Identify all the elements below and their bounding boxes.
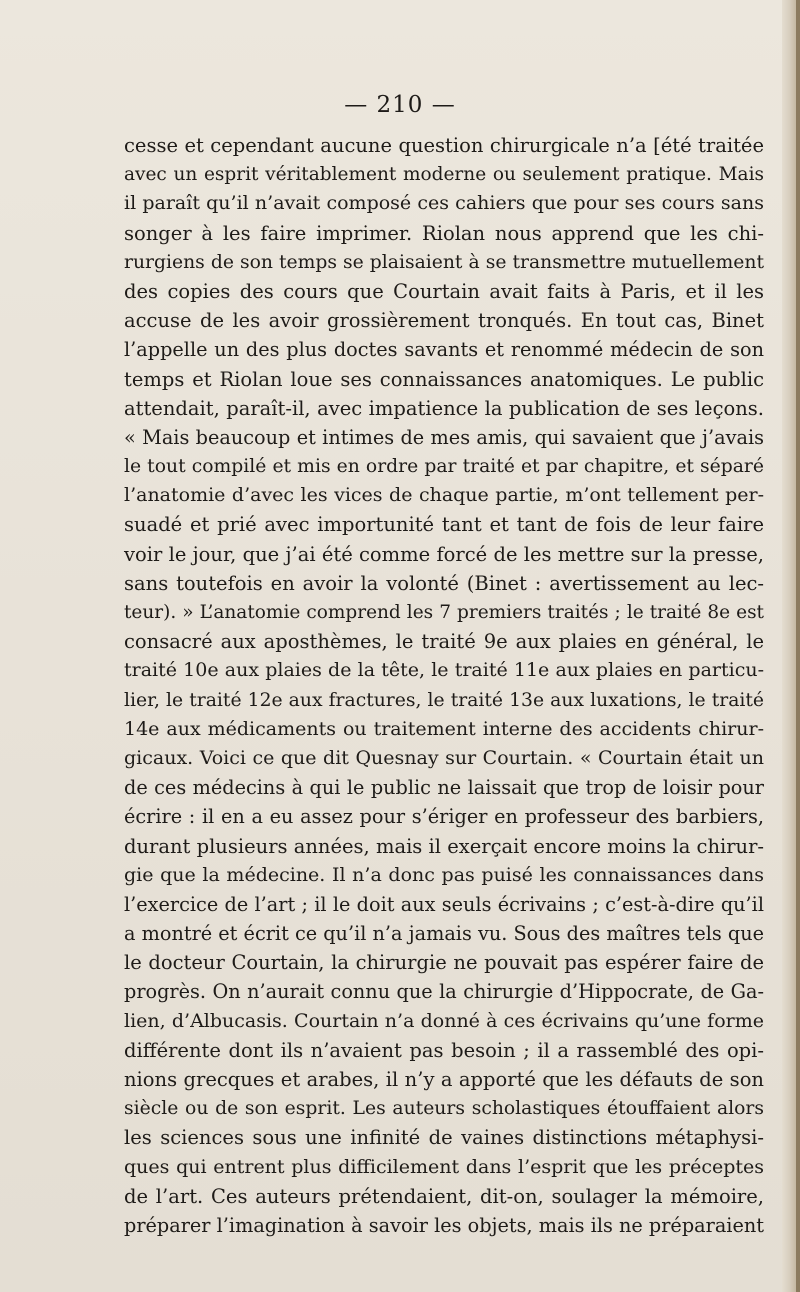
text-line: lien, d’Albucasis. Courtain n’a donné à ces écrivains qu’une forme xyxy=(124,1009,764,1032)
page-number: — 210 — xyxy=(344,92,456,118)
text-line: a montré et écrit ce qu’il n’a jamais vu. Sous des maîtres tels que xyxy=(124,922,764,946)
text-line: « Mais beaucoup et intimes de mes amis, qui savaient que j’avais xyxy=(124,425,764,449)
text-line: l’appelle un des plus doctes savants et renommé médecin de son xyxy=(124,338,764,362)
text-line: préparer l’imagination à savoir les objets, mais ils ne préparaient xyxy=(124,1213,764,1237)
text-line: sans toutefois en avoir la volonté (Binet : avertissement au lec- xyxy=(124,571,764,595)
text-line: il paraît qu’il n’avait composé ces cahiers que pour ses cours sans xyxy=(124,192,764,215)
text-line: écrire : il en a eu assez pour s’ériger en professeur des barbiers, xyxy=(124,805,764,829)
text-line: des copies des cours que Courtain avait faits à Paris, et il les xyxy=(124,279,764,303)
page-edge-line xyxy=(796,0,800,1292)
text-line: temps et Riolan loue ses connaissances anatomiques. Le public xyxy=(124,367,764,391)
text-line: gie que la médecine. Il n’a donc pas puisé les connaissances dans xyxy=(124,863,764,886)
text-line: teur). » L’anatomie comprend les 7 premiers traités ; le traité 8e est xyxy=(124,602,764,623)
body-text xyxy=(124,131,764,1240)
text-line: suadé et prié avec importunité tant et tant de fois de leur faire xyxy=(124,513,764,537)
text-line: ques qui entrent plus difficilement dans l’esprit que les préceptes xyxy=(124,1155,764,1178)
text-line: le docteur Courtain, la chirurgie ne pouvait pas espérer faire de xyxy=(124,951,764,975)
text-line: durant plusieurs années, mais il exerçait encore moins la chirur- xyxy=(124,834,765,858)
text-line: les sciences sous une infinité de vaines distinctions métaphysi- xyxy=(124,1126,764,1150)
text-line: le tout compilé et mis en ordre par traité et par chapitre, et séparé xyxy=(124,456,764,478)
text-line: l’exercice de l’art ; il le doit aux seuls écrivains ; c’est-à-dire qu’il xyxy=(124,892,764,916)
text-line: l’anatomie d’avec les vices de chaque partie, m’ont tellement per- xyxy=(124,484,764,507)
text-line: progrès. On n’aurait connu que la chirurgie d’Hippocrate, de Ga- xyxy=(124,980,764,1004)
text-line: songer à les faire imprimer. Riolan nous apprend que les chi- xyxy=(124,221,764,245)
text-line: nions grecques et arabes, il n’y a apporté que les défauts de son xyxy=(124,1068,764,1091)
text-line: traité 10e aux plaies de la tête, le traité 11e aux plaies en particu- xyxy=(124,659,764,682)
text-line: attendait, paraît-il, avec impatience la publication de ses leçons. xyxy=(124,396,764,420)
text-line: lier, le traité 12e aux fractures, le traité 13e aux luxations, le traité xyxy=(124,689,764,711)
text-line: voir le jour, que j’ai été comme forcé de les mettre sur la presse, xyxy=(124,542,764,566)
text-line: avec un esprit véritablement moderne ou seulement pratique. Mais xyxy=(124,164,764,186)
text-line: de ces médecins à qui le public ne laissait que trop de loisir pour xyxy=(124,776,764,800)
text-line: cesse et cependant aucune question chirurgicale n’a [été traitée xyxy=(124,134,764,157)
text-line: consacré aux aposthèmes, le traité 9e aux plaies en général, le xyxy=(124,630,764,654)
text-line: gicaux. Voici ce que dit Quesnay sur Courtain. « Courtain était un xyxy=(124,746,764,769)
text-line: accuse de les avoir grossièrement tronqués. En tout cas, Binet xyxy=(124,309,764,333)
text-line: siècle ou de son esprit. Les auteurs scholastiques étouffaient alors xyxy=(124,1098,764,1120)
text-line: rurgiens de son temps se plaisaient à se transmettre mutuellement xyxy=(124,251,764,273)
text-line: 14e aux médicaments ou traitement interne des accidents chirur- xyxy=(124,717,764,740)
text-line: de l’art. Ces auteurs prétendaient, dit-on, soulager la mémoire, xyxy=(124,1184,764,1208)
text-line: différente dont ils n’avaient pas besoin ; il a rassemblé des opi- xyxy=(124,1038,764,1062)
